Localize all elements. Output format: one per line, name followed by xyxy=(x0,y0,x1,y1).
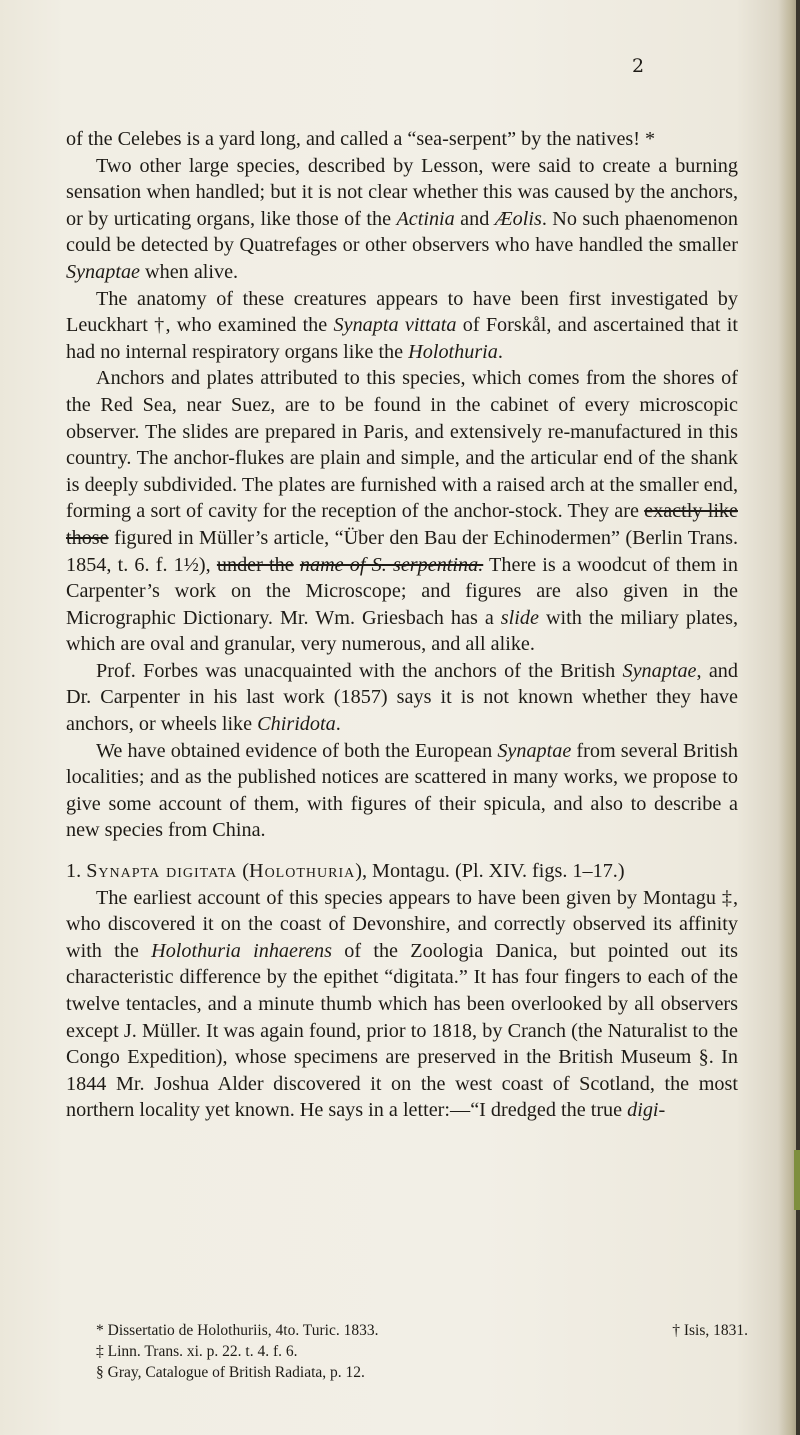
paragraph-8: The earliest account of this species appears to have been given by Montagu ‡, who discovered it on the coast of Devonshire, and correctly observed its affinity with the Holothuria inhaerens of the Zoologia Danica, but pointed out its characteristic difference by the epithet “digitata.” It has four fingers to each of the twelve tentacles, and a minute thumb which has been overlooked by all observers except J. Müller. It was again found, prior to 1818, by Cranch (the Naturalist to the Congo Expedition), whose specimens are preserved in the British Museum §. In 1844 Mr. Joshua Alder discovered it on the west coast of Scotland, the most northern locality yet known. He says in a letter:—“I dredged the true digi- xyxy=(66,886,738,1122)
footnote-dagger: † Isis, 1831. xyxy=(672,1322,748,1339)
struck-text: name of S. serpentina. xyxy=(299,553,484,576)
paragraph-4: Anchors and plates attributed to this species, which comes from the shores of the Red Sea, near Suez, are to be found in the cabinet of every microscopic observer. The slides are prepared in Paris, and extensively re-manufactured in this country. The anchor-flukes are plain and simple, and the articular end of the shank is deeply subdivided. The plates are furnished with a raised arch at the smaller end, forming a sort of cavity for the reception of the anchor-stock. They are exactly like those figured in Müller’s article, “Über den Bau der Echinodermen” (Berlin Trans. 1854, t. 6. f. 1½), under the name of S. serpentina. There is a woodcut of them in Carpenter’s work on the Microscope; and figures are also given in the Micrographic Dictionary. Mr. Wm. Griesbach has a slide with the miliary plates, which are oval and granular, very numerous, and all alike. xyxy=(66,367,739,656)
page-edge-stain xyxy=(794,1150,800,1210)
struck-text: those xyxy=(66,526,109,549)
body-text xyxy=(66,126,738,1124)
footnote-ddagger: ‡ Linn. Trans. xi. p. 22. t. 4. f. 6. xyxy=(96,1342,298,1360)
footnotes xyxy=(96,1321,748,1383)
struck-text: exactly like xyxy=(644,500,738,523)
footnote-section: § Gray, Catalogue of British Radiata, p. 12. xyxy=(96,1363,365,1381)
paragraph-2: Two other large species, described by Lesson, were said to create a burning sensation when handled; but it is not clear whether this was caused by the anchors, or by urticating organs, like those of the Actinia and Æolis. No such phaenomenon could be detected by Quatrefages or other observers who have handled the smaller Synaptae when alive. xyxy=(66,154,738,283)
footnote-row xyxy=(96,1321,748,1342)
paragraph-1: of the Celebes is a yard long, and called a “sea-serpent” by the natives! * xyxy=(66,128,656,150)
footnote-star: * Dissertatio de Holothuriis, 4to. Turic. 1833. xyxy=(96,1322,379,1339)
page-edge xyxy=(796,0,800,1435)
page-number: 2 xyxy=(632,55,645,77)
paragraph-3: The anatomy of these creatures appears to have been first investigated by Leuckhart †, who examined the Synapta vittata of Forskål, and ascertained that it had no internal respiratory organs like the Holothuria. xyxy=(66,287,738,363)
species-heading: 1. Synapta digitata (Holothuria), Montagu. (Pl. XIV. figs. 1–17.) xyxy=(66,860,625,883)
paragraph-5: Prof. Forbes was unacquainted with the anchors of the British Synaptae, and Dr. Carpenter in his last work (1857) says it is not known whether they have anchors, or wheels like Chiridota. xyxy=(66,659,738,736)
struck-text: under the xyxy=(216,553,294,576)
paragraph-6: We have obtained evidence of both the European Synaptae from several British localities; and as the published notices are scattered in many works, we propose to give some account of them, with figures of their spicula, and also to describe a new species from China. xyxy=(66,739,738,842)
